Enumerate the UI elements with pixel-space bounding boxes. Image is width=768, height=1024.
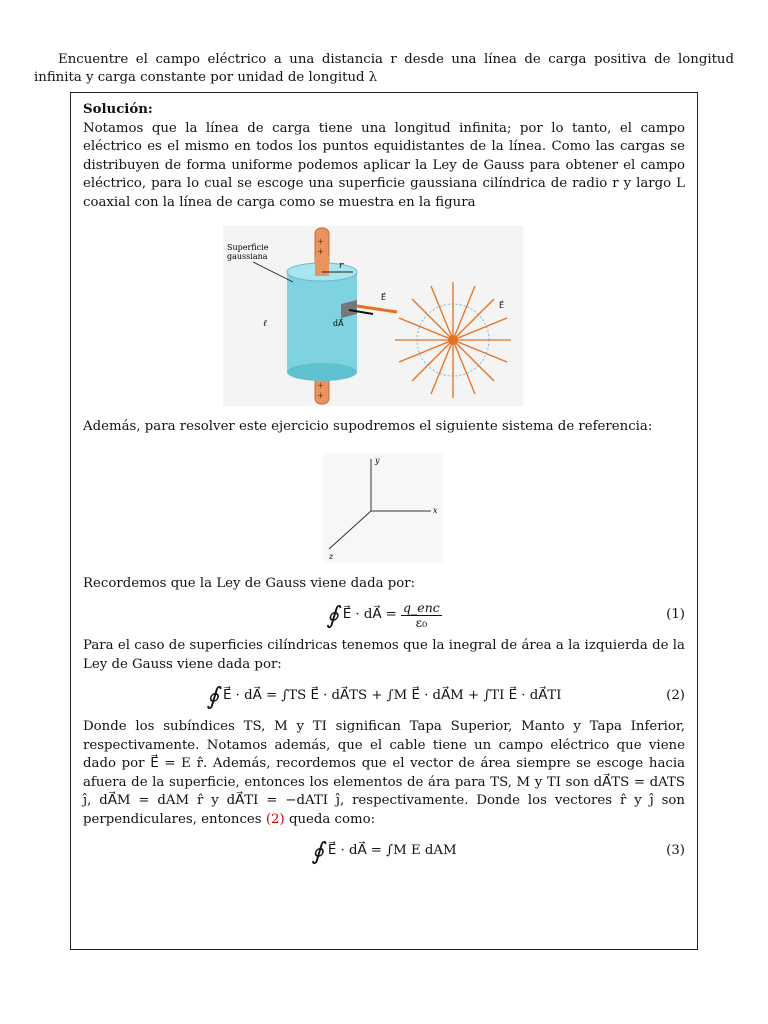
gaussian-cylinder-figure <box>223 226 523 406</box>
eq3-tag: (3) <box>666 842 685 858</box>
eq1-denominator: ε₀ <box>415 614 428 630</box>
y-axis-label: y <box>375 455 380 465</box>
problem-statement: Encuentre el campo eléctrico a una distancia r desde una línea de carga positiva de longitud infinita y carga constante por unidad de longitud λ <box>34 52 734 86</box>
subscripts-text-2: queda como: <box>288 811 376 827</box>
axes-background <box>323 453 443 563</box>
length-label: ℓ <box>263 319 267 329</box>
eq1-numerator: q_enc <box>403 599 440 615</box>
eq1-tag: (1) <box>666 606 685 622</box>
eq2-body: E⃗ · dA⃗ = ∫TS E⃗ · dA⃗TS + ∫M E⃗ · dA⃗M + ∫TI E⃗ · dA⃗TI <box>223 687 562 703</box>
rod-top-overlay <box>315 256 329 276</box>
solution-title: Solución: <box>83 102 153 117</box>
equation-2: ∮ E⃗ · dA⃗ = ∫TS E⃗ · dA⃗TS + ∫M E⃗ · dA⃗M + ∫TI E⃗ · dA⃗TI (2) <box>206 681 685 710</box>
equation-ref-link[interactable]: (2) <box>265 811 285 827</box>
E-right-label: E⃗ <box>499 301 505 310</box>
solution-box <box>70 92 698 950</box>
plus-1: + <box>317 237 324 246</box>
radial-field-diagram <box>395 282 511 398</box>
x-axis-label: x <box>433 505 438 515</box>
cylindrical-text: Para el caso de superficies cilíndricas tenemos que la inegral de área a la izquierda de la Ley de Gauss viene dada por: <box>83 638 685 672</box>
reference-system-text: Además, para resolver este ejercicio supodremos el siguiente sistema de referencia: <box>83 419 653 434</box>
eq1-lhs: E⃗ · dA⃗ = <box>342 606 397 622</box>
figure-background <box>223 226 523 406</box>
dA-label: dA⃗ <box>333 319 344 328</box>
equation-3: ∮ E⃗ · dA⃗ = ∫M E dAM (3) <box>311 836 685 865</box>
axes-diagram <box>323 453 443 563</box>
eq2-tag: (2) <box>666 687 685 703</box>
eq3-body: E⃗ · dA⃗ = ∫M E dAM <box>327 842 457 858</box>
plus-3: + <box>317 381 324 390</box>
surface-label-2: gaussiana <box>227 252 268 261</box>
subscripts-text <box>83 718 685 829</box>
cylinder-bottom-cap <box>287 363 357 381</box>
gaussian-cylinder-body <box>287 272 357 372</box>
radius-label: r <box>339 261 344 271</box>
solution-content <box>83 101 685 873</box>
plus-4: + <box>317 391 324 400</box>
gauss-law-text: Recordemos que la Ley de Gauss viene dada por: <box>83 575 416 591</box>
equation-1: ∮ E⃗ · dA⃗ = $\frac{\text{q\_enc}}{\text{ε₀}}$ (1) <box>326 599 685 630</box>
subscripts-text-1: Donde los subíndices TS, M y TI significan Tapa Superior, Manto y Tapa Inferior, respectivamente. Notamos además, que el cable tiene un campo eléctrico que viene dado por E⃗ = E r̂. Además, recordemos que el vector de área siempre se escoge hacia afuera de la superficie, entonces los elementos de ára para TS, M y TI son dA⃗TS = dATS ĵ, dA⃗M = dAM r̂ y dA⃗TI = −dATI ĵ, respectivamente. Donde los vectores r̂ y ĵ son perpendiculares, entonces <box>83 719 685 827</box>
solution-intro: Notamos que la línea de carga tiene una longitud infinita; por lo tanto, el campo eléctrico es el mismo en todos los puntos equidistantes de la línea. Como las cargas se distribuyen de forma uniforme podemos aplicar la Ley de Gauss para obtener el campo eléctrico, para lo cual se escoge una superficie gaussiana cilíndrica de radio r y largo L coaxial con la línea de carga como se muestra en la figura <box>83 120 685 210</box>
E-label: E⃗ <box>381 293 387 302</box>
plus-2: + <box>317 247 324 256</box>
surface-label: Superficie <box>227 243 269 252</box>
z-axis-label: z <box>329 551 334 561</box>
